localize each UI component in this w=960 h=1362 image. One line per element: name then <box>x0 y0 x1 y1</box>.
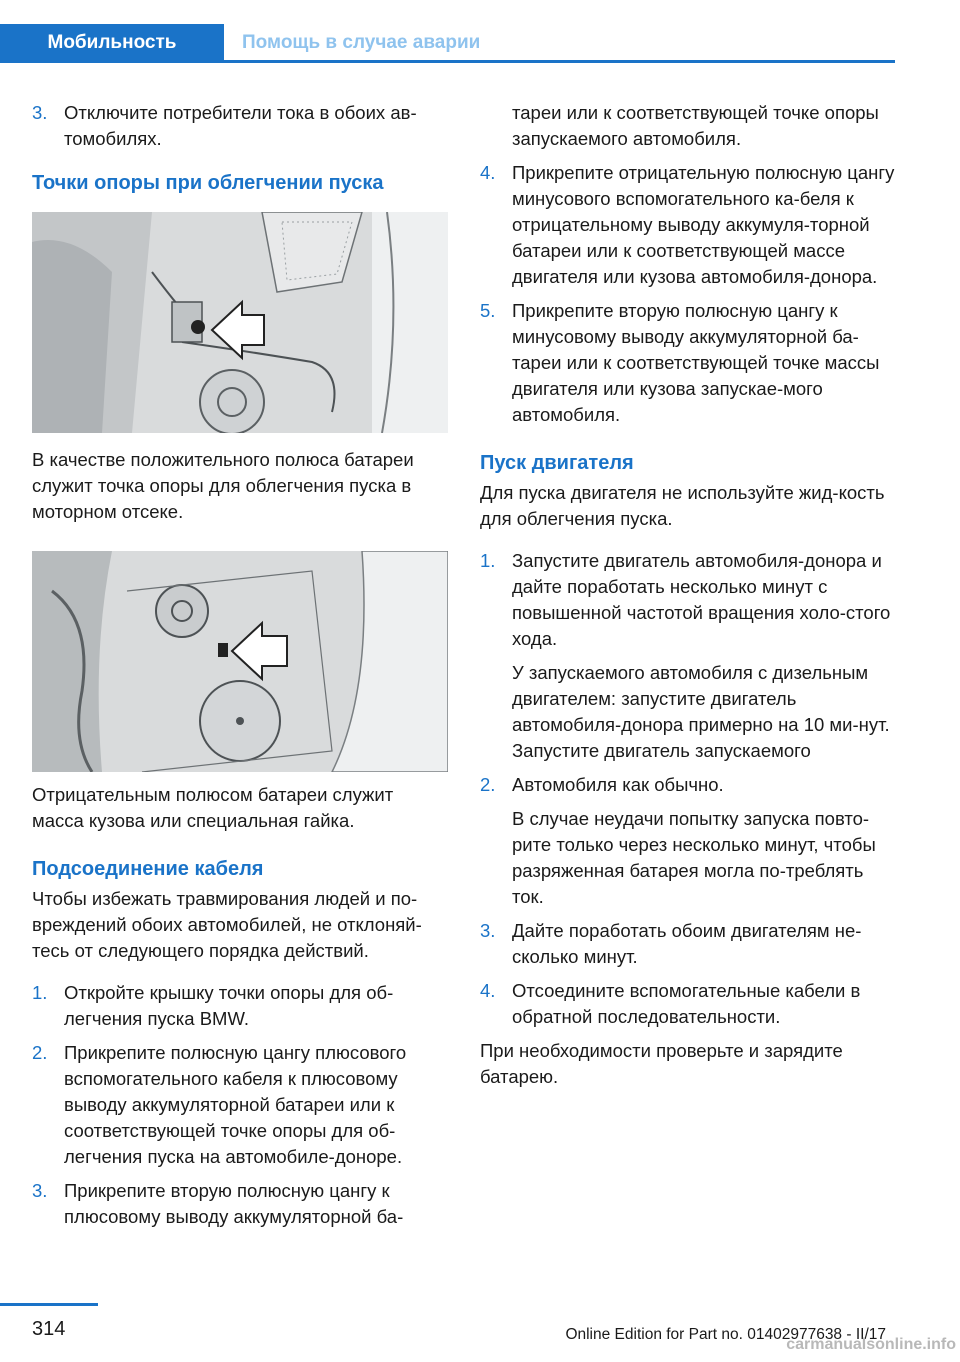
header-rule <box>0 60 895 63</box>
edition-text: Online Edition for Part no. 01402977638 - II/17 <box>565 1326 886 1343</box>
list-item <box>32 980 448 1032</box>
list-item <box>32 100 448 152</box>
step-note: В случае неудачи попытку запуска повто-рите только через несколько минут, чтобы разряженная батарея могла по-треблять ток. <box>512 808 876 907</box>
step-number: 1. <box>32 982 48 1003</box>
engine-bay-positive-illustration <box>32 212 448 433</box>
step-text: Автомобиля как обычно. <box>512 774 724 795</box>
step-text: Прикрепите вторую полюсную цангу к минусовому выводу аккумуляторной ба-тареи или к соответствующей точке массы двигателя или кузова запускае-мого автомобиля. <box>512 300 880 425</box>
left-column <box>32 100 448 1238</box>
footer-rule <box>0 1303 98 1306</box>
step-text: Запустите двигатель автомобиля-донора и дайте поработать несколько минут с повышенной частотой вращения холо-стого хода. <box>512 550 891 649</box>
page-number: 314 <box>32 1318 66 1340</box>
step-text: Отключите потребители тока в обоих ав-томобилях. <box>64 102 417 149</box>
cable-step-list-continued <box>480 100 896 428</box>
cable-step-list <box>32 980 448 1230</box>
start-step-list <box>480 548 896 1030</box>
section-tab[interactable]: Мобильность <box>0 24 224 62</box>
step-number: 4. <box>480 980 496 1001</box>
step-number: 5. <box>480 300 496 321</box>
caption-negative: Отрицательным полюсом батареи служит масса кузова или специальная гайка. <box>32 784 394 831</box>
step-number: 2. <box>32 1042 48 1063</box>
list-item <box>32 1178 448 1230</box>
step-number: 1. <box>480 550 496 571</box>
page-header <box>0 0 960 64</box>
list-item <box>480 100 896 152</box>
closing-note: При необходимости проверьте и зарядите батарею. <box>480 1040 843 1087</box>
engine-bay-negative-illustration <box>32 551 448 772</box>
list-item <box>480 160 896 290</box>
step-text: Дайте поработать обоим двигателям не-сколько минут. <box>512 920 862 967</box>
step-text: Отсоедините вспомогательные кабели в обратной последовательности. <box>512 980 861 1027</box>
step-text: Прикрепите вторую полюсную цангу к плюсовому выводу аккумуляторной ба- <box>64 1180 404 1227</box>
caption-positive: В качестве положительного полюса батареи служит точка опоры для облегчения пуска в моторном отсеке. <box>32 449 414 522</box>
heading-support-points: Точки опоры при облегчении пуска <box>32 172 384 194</box>
list-item <box>480 548 896 764</box>
intro-cable: Чтобы избежать травмирования людей и по-вреждений обоих автомобилей, не отклоняй-тесь от следующего порядка действий. <box>32 888 422 961</box>
engine-bay-negative-image <box>32 551 448 772</box>
step-number: 4. <box>480 162 496 183</box>
step-number: 3. <box>480 920 496 941</box>
step-number: 3. <box>32 102 48 123</box>
list-item <box>480 918 896 970</box>
step-list-continued <box>32 100 448 152</box>
watermark: carmanualsonline.info <box>786 1336 956 1353</box>
list-item <box>480 772 896 910</box>
step-number: 3. <box>32 1180 48 1201</box>
heading-cable-connection: Подсоединение кабеля <box>32 858 264 880</box>
step-text: Прикрепите полюсную цангу плюсового вспомогательного кабеля к плюсовому выводу аккумуляторной батареи или к соответствующей точке опоры для об-легчения пуска на автомобиле-доноре. <box>64 1042 407 1167</box>
list-item <box>32 1040 448 1170</box>
list-item <box>480 298 896 428</box>
intro-start: Для пуска двигателя не используйте жид-кость для облегчения пуска. <box>480 482 885 529</box>
list-item <box>480 978 896 1030</box>
step-text: тареи или к соответствующей точке опоры запускаемого автомобиля. <box>512 102 879 149</box>
chapter-tab[interactable]: Помощь в случае аварии <box>242 32 481 53</box>
step-text: Откройте крышку точки опоры для об-легчения пуска BMW. <box>64 982 394 1029</box>
heading-engine-start: Пуск двигателя <box>480 452 634 474</box>
right-column <box>480 100 896 1090</box>
step-text: Прикрепите отрицательную полюсную цангу минусового вспомогательного ка-беля к отрицательному выводу аккумуля-торной батареи или к соответствующей массе двигателя или кузова автомобиля-донора. <box>512 162 895 287</box>
step-number: 2. <box>480 774 496 795</box>
engine-bay-positive-image <box>32 212 448 433</box>
step-note: У запускаемого автомобиля с дизельным двигателем: запустите двигатель автомобиля-донора примерно на 10 ми-нут. Запустите двигатель запускаемого <box>512 662 890 761</box>
